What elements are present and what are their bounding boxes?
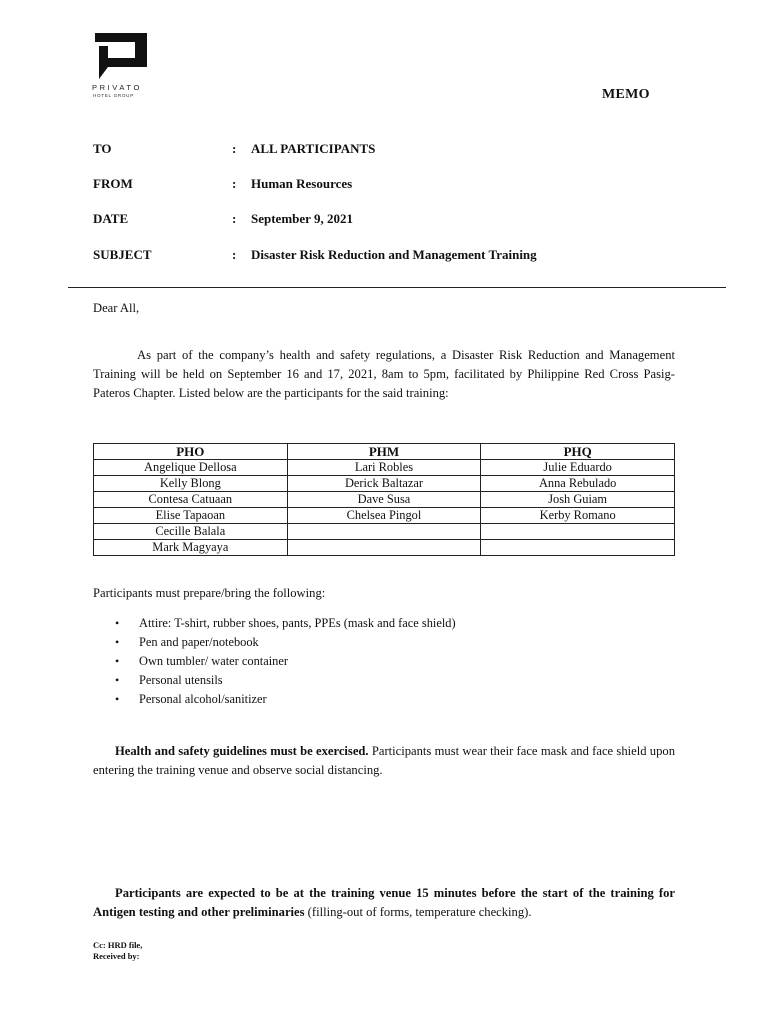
cc-note: Cc: HRD file,	[93, 940, 143, 950]
list-item-text: Personal utensils	[139, 673, 223, 687]
received-by-note: Received by:	[93, 951, 140, 961]
expected-paragraph	[93, 884, 675, 922]
column-header-phm: PHM	[287, 444, 481, 460]
column-header-phq: PHQ	[481, 444, 675, 460]
from-label: FROM	[93, 176, 133, 191]
date-colon: :	[232, 211, 237, 226]
column-header-pho: PHO	[94, 444, 288, 460]
table-cell	[287, 524, 481, 540]
date-label: DATE	[93, 211, 129, 226]
from-value: Human Resources	[251, 176, 353, 191]
list-item	[115, 652, 456, 671]
subject-colon: :	[232, 247, 237, 262]
logo-subtitle: HOTEL GROUP	[93, 93, 134, 98]
company-logo	[92, 33, 162, 98]
intro-paragraph: As part of the company’s health and safety regulations, a Disaster Risk Reduction and Management Training will be held on September 16 and 17, 2021, 8am to 5pm, facilitated by Philippine Red Cross Pasig-Pateros Chapter. Listed below are the participants for the said training:	[93, 348, 675, 400]
table-cell: Mark Magyaya	[94, 540, 288, 556]
header-divider	[68, 287, 726, 288]
table-row	[94, 476, 675, 492]
guidelines-rest: Participants must wear their face mask and face shield upon entering the training venue and observe social distancing.	[93, 744, 675, 777]
subject-value: Disaster Risk Reduction and Management Training	[251, 247, 537, 262]
table-cell: Cecille Balala	[94, 524, 288, 540]
list-item	[115, 614, 456, 633]
logo-name: PRIVATO	[92, 83, 142, 92]
prepare-label: Participants must prepare/bring the following:	[93, 586, 326, 600]
participants-table	[93, 443, 675, 556]
table-row	[94, 492, 675, 508]
table-cell: Chelsea Pingol	[287, 508, 481, 524]
bring-list	[115, 614, 456, 709]
bullet-icon: •	[115, 616, 120, 630]
list-item-text: Attire: T-shirt, rubber shoes, pants, PPEs (mask and face shield)	[139, 616, 456, 630]
table-cell: Derick Baltazar	[287, 476, 481, 492]
bullet-icon: •	[115, 692, 120, 706]
list-item	[115, 690, 456, 709]
memo-title: MEMO	[602, 87, 650, 102]
table-cell: Angelique Dellosa	[94, 460, 288, 476]
table-cell: Julie Eduardo	[481, 460, 675, 476]
list-item	[115, 633, 456, 652]
list-item	[115, 671, 456, 690]
privato-logo-mark	[95, 33, 147, 79]
expected-rest: (filling-out of forms, temperature checking).	[304, 905, 532, 919]
table-row	[94, 540, 675, 556]
from-colon: :	[232, 176, 237, 191]
table-cell	[287, 540, 481, 556]
bullet-icon: •	[115, 654, 120, 668]
table-cell: Contesa Catuaan	[94, 492, 288, 508]
list-item-text: Pen and paper/notebook	[139, 635, 259, 649]
table-cell: Anna Rebulado	[481, 476, 675, 492]
expected-bold: Participants are expected to be at the training venue 15 minutes before the start of the training for Antigen testing and other preliminaries	[93, 886, 675, 919]
table-cell: Dave Susa	[287, 492, 481, 508]
table-cell	[481, 540, 675, 556]
footer-notes	[93, 940, 142, 962]
table-header-row	[94, 444, 675, 460]
table-cell: Elise Tapaoan	[94, 508, 288, 524]
to-label: TO	[93, 141, 112, 156]
greeting: Dear All,	[93, 301, 140, 315]
guidelines-paragraph	[93, 742, 675, 780]
to-colon: :	[232, 141, 237, 156]
to-value: ALL PARTICIPANTS	[251, 141, 376, 156]
table-cell	[481, 524, 675, 540]
table-row	[94, 524, 675, 540]
guidelines-bold: Health and safety guidelines must be exercised.	[115, 744, 369, 758]
table-cell: Kelly Blong	[94, 476, 288, 492]
list-item-text: Personal alcohol/sanitizer	[139, 692, 267, 706]
list-item-text: Own tumbler/ water container	[139, 654, 288, 668]
table-cell: Lari Robles	[287, 460, 481, 476]
table-row	[94, 508, 675, 524]
table-cell: Kerby Romano	[481, 508, 675, 524]
table-cell: Josh Guiam	[481, 492, 675, 508]
subject-label: SUBJECT	[93, 247, 152, 262]
bullet-icon: •	[115, 635, 120, 649]
table-row	[94, 460, 675, 476]
date-value: September 9, 2021	[251, 211, 353, 226]
bullet-icon: •	[115, 673, 120, 687]
